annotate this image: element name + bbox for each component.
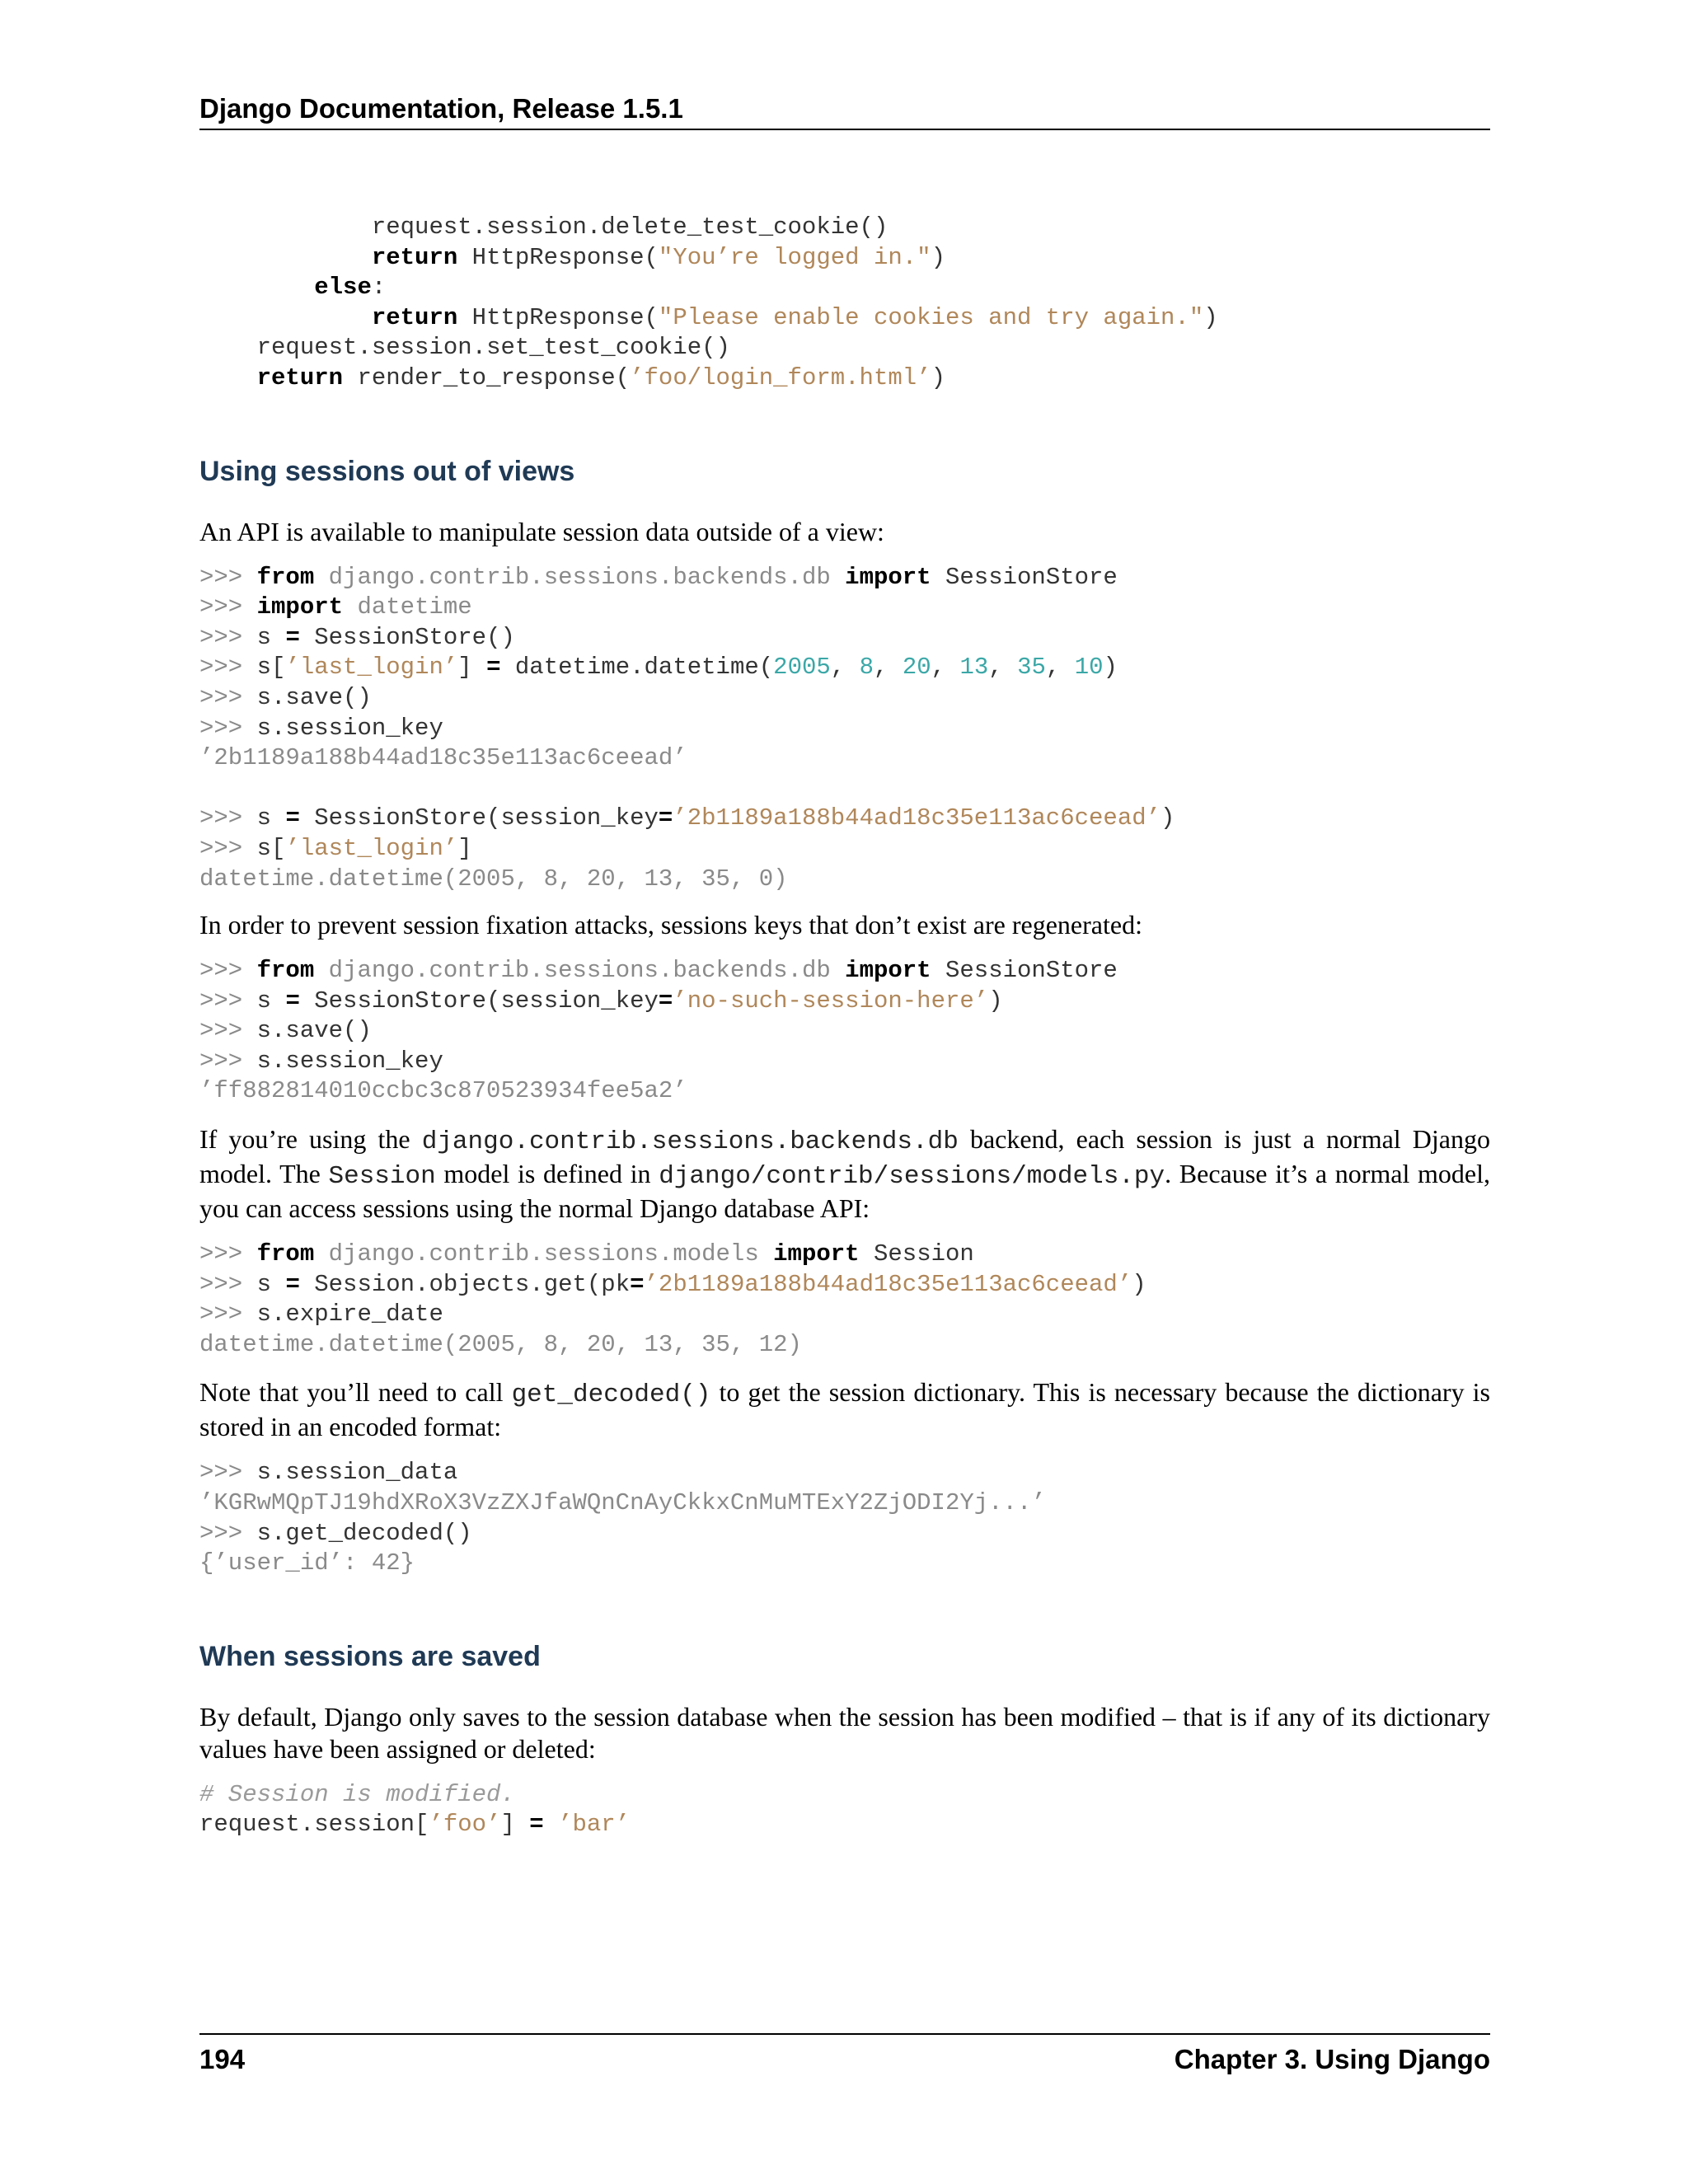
inline-code-session: Session <box>328 1162 436 1192</box>
code-block-session-data: >>> s.session_data ’KGRwMQpTJ19hdXRoX3VzZXJfaWQnCnAyCkkxCnMuMTExY2ZjODI2Yj...’ >>> s.get_decoded() {’user_id’: 42} <box>199 1459 1046 1577</box>
page-content <box>199 198 1490 1840</box>
code-block-session-store: >>> from django.contrib.sessions.backends.db import SessionStore >>> import datetime >>> s = SessionStore() >>> s[’last_login’] = datetime.datetime(2005, 8, 20, 13, 35, 10) >>> s.save() >>> s.session_key ’2b1189a188b44ad18c35e113ac6ceead’ >>> s = SessionStore(session_key=’2b1189a188b44ad18c35e113ac6ceead’) >>> s[’last_login’] datetime.datetime(2005, 8, 20, 13, 35, 0) <box>199 563 1175 893</box>
code-block-login: request.session.delete_test_cookie() return HttpResponse("You’re logged in.") else: return HttpResponse("Please enable cookies and try again.") request.session.set_test_cookie() return render_to_response(’foo/login_form.html’) <box>256 213 1218 391</box>
running-footer <box>199 2033 1490 2076</box>
paragraph-get-decoded: Note that you’ll need to call get_decoded() to get the session dictionary. This is necessary because the dictionary is stored in an encoded format: <box>199 1377 1491 1442</box>
inline-code-get-decoded: get_decoded() <box>511 1380 711 1410</box>
section-heading-sessions-out-of-views: Using sessions out of views <box>199 455 575 487</box>
code-block-regenerate-key: >>> from django.contrib.sessions.backends.db import SessionStore >>> s = SessionStore(session_key=’no-such-session-here’) >>> s.save() >>> s.session_key ’ff882814010ccbc3c870523934fee5a2’ <box>199 957 1118 1105</box>
paragraph-api-intro: An API is available to manipulate session data outside of a view: <box>199 516 884 546</box>
inline-code-models-path: django/contrib/sessions/models.py <box>659 1162 1165 1192</box>
running-header: Django Documentation, Release 1.5.1 <box>199 92 1490 130</box>
section-heading-when-saved: When sessions are saved <box>199 1640 541 1672</box>
inline-code-backend: django.contrib.sessions.backends.db <box>421 1127 959 1157</box>
paragraph-normal-model: If you’re using the django.contrib.sessions.backends.db backend, each session is just a normal Django model. The Session model is defined in django/contrib/sessions/models.py. Because it’s a normal model, you can access sessions using the normal Django database API: <box>199 1124 1491 1224</box>
chapter-title: Chapter 3. Using Django <box>1174 2044 1490 2074</box>
code-block-session-model: >>> from django.contrib.sessions.models import Session >>> s = Session.objects.get(pk=’2b1189a188b44ad18c35e113ac6ceead’) >>> s.expire_date datetime.datetime(2005, 8, 20, 13, 35, 12) <box>199 1240 1146 1358</box>
code-block-modified: # Session is modified. request.session[’foo’] = ’bar’ <box>199 1780 631 1839</box>
page-number: 194 <box>199 2044 246 2074</box>
paragraph-default-saving: By default, Django only saves to the session database when the session has been modified – that is if any of its dictionary values have been assigned or deleted: <box>199 1701 1490 1764</box>
paragraph-session-fixation: In order to prevent session fixation attacks, sessions keys that don’t exist are regenerated: <box>199 910 1142 940</box>
